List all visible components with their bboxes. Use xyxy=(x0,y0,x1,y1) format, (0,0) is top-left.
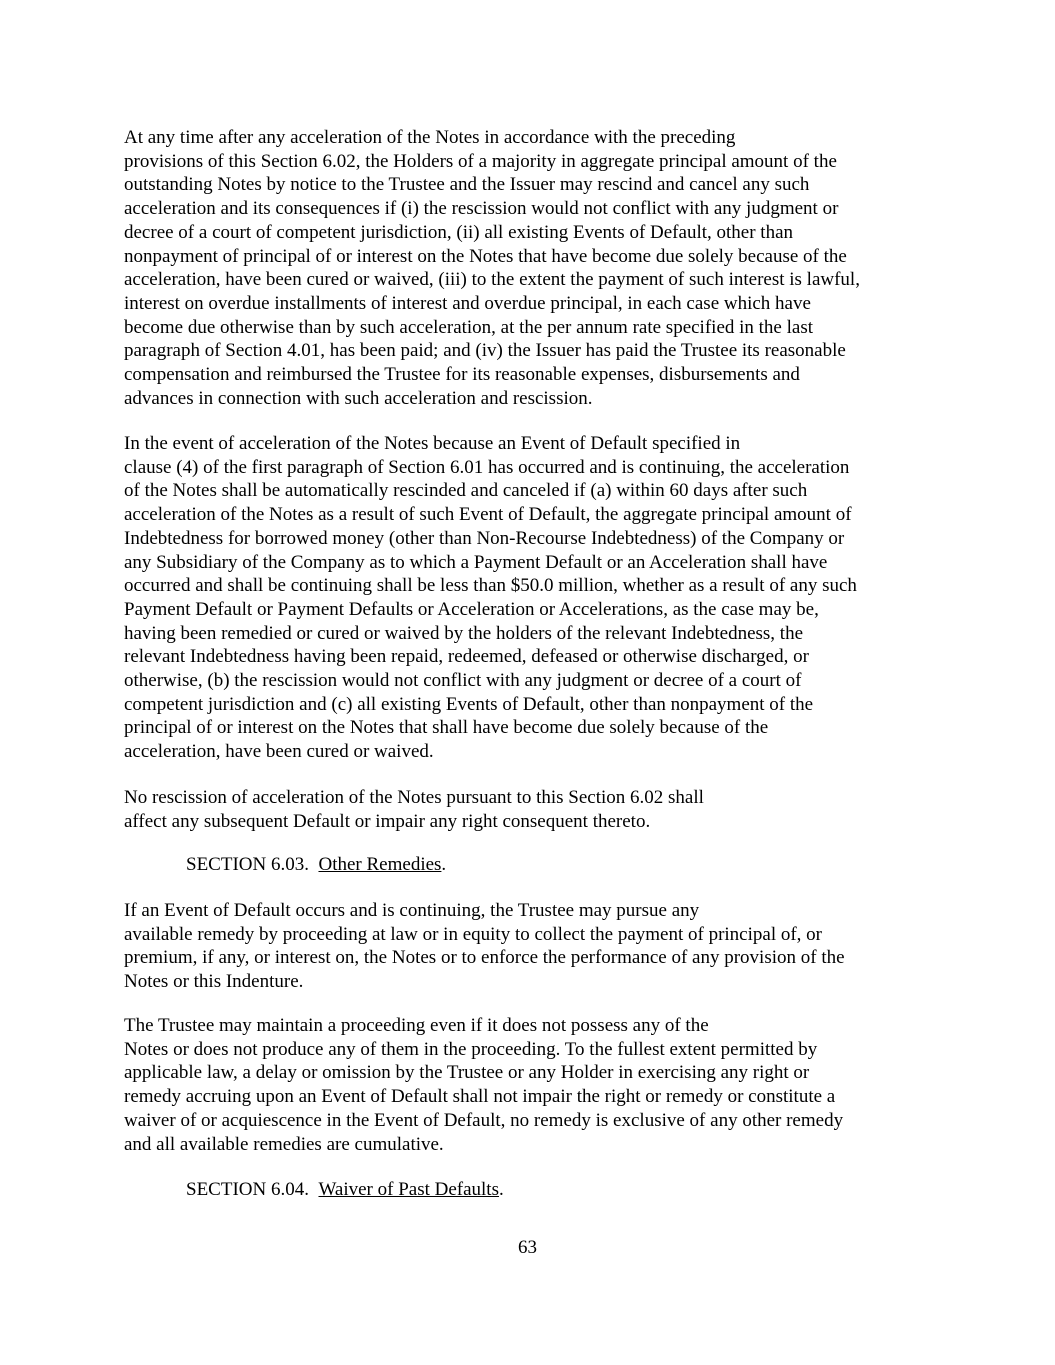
page-number: 63 xyxy=(518,1237,537,1258)
section-title: Waiver of Past Defaults xyxy=(318,1179,499,1200)
section-heading-6-03 xyxy=(186,853,446,877)
section-title-period: . xyxy=(498,1179,504,1200)
paragraph-no-rescission-effect: No rescission of acceleration of the Notes pursuant to this Section 6.02 shall affect any subsequent Default or impair any right consequent thereto. xyxy=(124,787,704,832)
section-number: SECTION 6.03. xyxy=(186,854,309,875)
section-heading-6-04 xyxy=(186,1178,504,1202)
paragraph-trustee-proceeding: The Trustee may maintain a proceeding even if it does not possess any of the Notes or does not produce any of them in the proceeding. To the fullest extent permitted by applicable law, a delay or omission by the Trustee or any Holder in exercising any right or remedy accruing upon an Event of Default shall not impair the right or remedy or constitute a waiver of or acquiescence in the Event of Default, no remedy is exclusive of any other remedy and all available remedies are cumulative. xyxy=(124,1015,844,1155)
paragraph-automatic-rescission: In the event of acceleration of the Notes because an Event of Default specified in clause (4) of the first paragraph of Section 6.01 has occurred and is continuing, the acceleration of the Notes shall be automatically rescinded and canceled if (a) within 60 days after such acceleration of the Notes as a result of such Event of Default, the aggregate principal amount of Indebtedness for borrowed money (other than Non-Recourse Indebtedness) of the Company or any Subsidiary of the Company as to which a Payment Default or an Acceleration shall have occurred and shall be continuing shall be less than $50.0 million, whether as a result of any such Payment Default or Payment Defaults or Acceleration or Accelerations, as the case may be, having been remedied or cured or waived by the holders of the relevant Indebtedness, the relevant Indebtedness having been repaid, redeemed, defeased or otherwise discharged, or otherwise, (b) the rescission would not conflict with any judgment or decree of a court of competent jurisdiction and (c) all existing Events of Default, other than nonpayment of the principal of or interest on the Notes that shall have become due solely because of the acceleration, have been cured or waived. xyxy=(124,433,857,763)
section-title-period: . xyxy=(441,854,447,875)
paragraph-rescission-of-acceleration: At any time after any acceleration of the Notes in accordance with the preceding provisions of this Section 6.02, the Holders of a majority in aggregate principal amount of the outstanding Notes by notice to the Trustee and the Issuer may rescind and cancel any such acceleration and its consequences if (i) the rescission would not conflict with any judgment or decree of a court of competent jurisdiction, (ii) all existing Events of Default, other than nonpayment of principal of or interest on the Notes that have become due solely because of the acceleration, have been cured or waived, (iii) to the extent the payment of such interest is lawful, interest on overdue installments of interest and overdue principal, in each case which have become due otherwise than by such acceleration, at the per annum rate specified in the last paragraph of Section 4.01, has been paid; and (iv) the Issuer has paid the Trustee its reasonable compensation and reimbursed the Trustee for its reasonable expenses, disbursements and advances in connection with such acceleration and rescission. xyxy=(124,127,860,409)
section-title: Other Remedies xyxy=(318,854,442,875)
paragraph-other-remedies: If an Event of Default occurs and is continuing, the Trustee may pursue any available remedy by proceeding at law or in equity to collect the payment of principal of, or premium, if any, or interest on, the Notes or to enforce the performance of any provision of the Notes or this Indenture. xyxy=(124,900,845,993)
section-number: SECTION 6.04. xyxy=(186,1179,309,1200)
